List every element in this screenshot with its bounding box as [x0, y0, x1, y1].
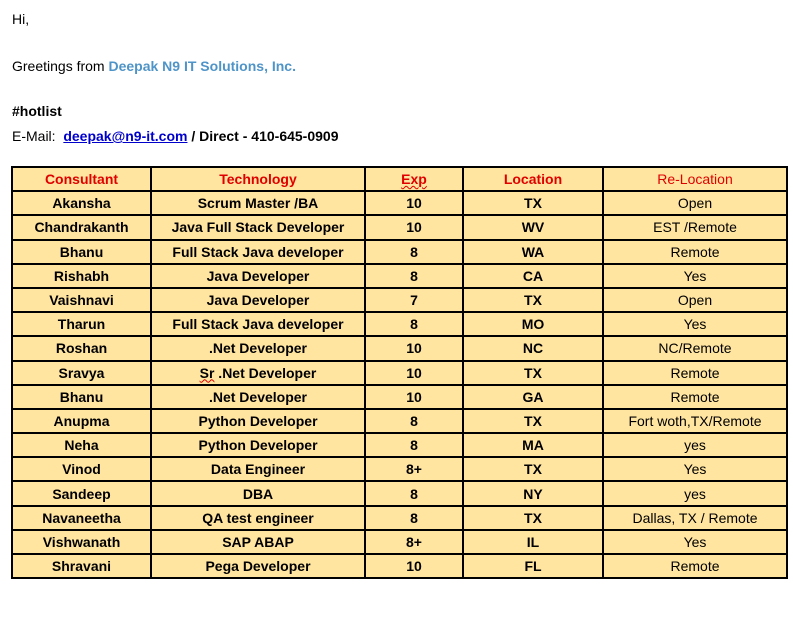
cell-consultant: Bhanu: [12, 240, 151, 264]
cell-exp: 10: [365, 215, 463, 239]
cell-relocation: yes: [603, 481, 787, 505]
cell-technology: Scrum Master /BA: [151, 191, 365, 215]
cell-exp: 7: [365, 288, 463, 312]
hotlist-table: [11, 166, 788, 579]
greeting-prefix: Greetings from: [12, 58, 109, 74]
cell-relocation: Fort woth,TX/Remote: [603, 409, 787, 433]
cell-relocation: Yes: [603, 264, 787, 288]
table-row: [12, 191, 787, 215]
table-row: [12, 433, 787, 457]
cell-exp: 8: [365, 240, 463, 264]
cell-location: TX: [463, 191, 603, 215]
cell-location: NY: [463, 481, 603, 505]
cell-consultant: Bhanu: [12, 385, 151, 409]
cell-consultant: Roshan: [12, 336, 151, 360]
cell-exp: 10: [365, 191, 463, 215]
cell-location: FL: [463, 554, 603, 578]
table-row: [12, 385, 787, 409]
cell-location: TX: [463, 288, 603, 312]
cell-location: IL: [463, 530, 603, 554]
cell-relocation: EST /Remote: [603, 215, 787, 239]
table-row: [12, 506, 787, 530]
cell-location: TX: [463, 506, 603, 530]
cell-exp: 8+: [365, 457, 463, 481]
table-row: [12, 457, 787, 481]
cell-consultant: Vishwanath: [12, 530, 151, 554]
cell-technology: [151, 361, 365, 385]
table-row: [12, 288, 787, 312]
header-exp: [365, 167, 463, 191]
cell-exp: 8: [365, 433, 463, 457]
table-row: [12, 361, 787, 385]
cell-relocation: Yes: [603, 530, 787, 554]
cell-consultant: Neha: [12, 433, 151, 457]
contact-line: [12, 128, 338, 144]
cell-relocation: Remote: [603, 361, 787, 385]
header-exp-text: Exp: [401, 171, 427, 188]
cell-consultant: Chandrakanth: [12, 215, 151, 239]
cell-technology: Java Developer: [151, 288, 365, 312]
cell-technology: .Net Developer: [151, 336, 365, 360]
cell-location: NC: [463, 336, 603, 360]
cell-exp: 10: [365, 336, 463, 360]
email-link[interactable]: deepak@n9-it.com: [63, 128, 188, 144]
header-consultant: Consultant: [12, 167, 151, 191]
email-label: E-Mail:: [12, 128, 56, 144]
phone-number: 410-645-0909: [251, 128, 339, 144]
table-row: [12, 264, 787, 288]
cell-consultant: Vaishnavi: [12, 288, 151, 312]
cell-exp: 10: [365, 385, 463, 409]
table-header-row: [12, 167, 787, 191]
cell-location: WA: [463, 240, 603, 264]
cell-location: TX: [463, 409, 603, 433]
cell-relocation: Remote: [603, 554, 787, 578]
cell-consultant: Sandeep: [12, 481, 151, 505]
table-row: [12, 312, 787, 336]
cell-technology: Pega Developer: [151, 554, 365, 578]
cell-technology: Full Stack Java developer: [151, 312, 365, 336]
table-row: [12, 215, 787, 239]
cell-exp: 8: [365, 506, 463, 530]
cell-consultant: Anupma: [12, 409, 151, 433]
header-technology: Technology: [151, 167, 365, 191]
greeting-line: [12, 58, 296, 74]
cell-exp: 10: [365, 361, 463, 385]
cell-location: CA: [463, 264, 603, 288]
cell-location: GA: [463, 385, 603, 409]
cell-technology: .Net Developer: [151, 385, 365, 409]
cell-exp: 10: [365, 554, 463, 578]
company-name: Deepak N9 IT Solutions, Inc.: [108, 58, 296, 74]
table-row: [12, 240, 787, 264]
cell-relocation: Remote: [603, 240, 787, 264]
cell-technology-rest: .Net Developer: [214, 364, 317, 381]
header-relocation: Re-Location: [603, 167, 787, 191]
cell-exp: 8: [365, 409, 463, 433]
cell-relocation: NC/Remote: [603, 336, 787, 360]
direct-label: / Direct: [191, 128, 239, 144]
spellcheck-word: Sr: [199, 364, 215, 381]
table-row: [12, 481, 787, 505]
cell-relocation: Dallas, TX / Remote: [603, 506, 787, 530]
greeting: Hi,: [12, 11, 30, 27]
cell-location: MA: [463, 433, 603, 457]
cell-relocation: Open: [603, 288, 787, 312]
cell-relocation: Open: [603, 191, 787, 215]
cell-technology: QA test engineer: [151, 506, 365, 530]
cell-consultant: Navaneetha: [12, 506, 151, 530]
cell-consultant: Rishabh: [12, 264, 151, 288]
cell-relocation: Yes: [603, 312, 787, 336]
table-row: [12, 336, 787, 360]
cell-consultant: Akansha: [12, 191, 151, 215]
cell-exp: 8: [365, 264, 463, 288]
header-location: Location: [463, 167, 603, 191]
cell-consultant: Tharun: [12, 312, 151, 336]
table-row: [12, 409, 787, 433]
cell-relocation: Remote: [603, 385, 787, 409]
cell-exp: 8: [365, 312, 463, 336]
cell-technology: Python Developer: [151, 433, 365, 457]
cell-consultant: Sravya: [12, 361, 151, 385]
cell-relocation: yes: [603, 433, 787, 457]
cell-location: TX: [463, 457, 603, 481]
cell-location: TX: [463, 361, 603, 385]
direct-dash: -: [242, 128, 248, 144]
table-row: [12, 554, 787, 578]
cell-consultant: Vinod: [12, 457, 151, 481]
table-row: [12, 530, 787, 554]
cell-technology: DBA: [151, 481, 365, 505]
cell-technology: Data Engineer: [151, 457, 365, 481]
cell-technology: SAP ABAP: [151, 530, 365, 554]
cell-technology: Java Full Stack Developer: [151, 215, 365, 239]
cell-consultant: Shravani: [12, 554, 151, 578]
cell-location: WV: [463, 215, 603, 239]
cell-relocation: Yes: [603, 457, 787, 481]
cell-exp: 8+: [365, 530, 463, 554]
cell-technology: Java Developer: [151, 264, 365, 288]
cell-location: MO: [463, 312, 603, 336]
cell-exp: 8: [365, 481, 463, 505]
cell-technology: Full Stack Java developer: [151, 240, 365, 264]
cell-technology: Python Developer: [151, 409, 365, 433]
hotlist-tag: #hotlist: [12, 103, 62, 119]
